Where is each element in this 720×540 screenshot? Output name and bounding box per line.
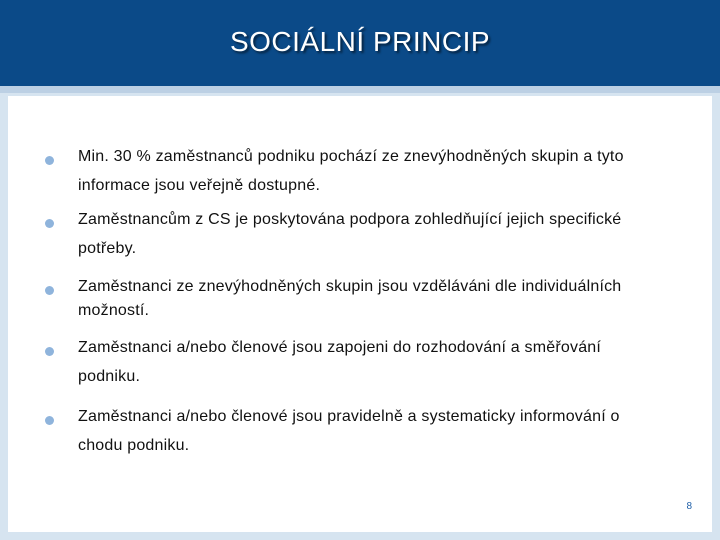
bullet-dot-icon (45, 416, 54, 425)
header-divider (0, 86, 720, 93)
bullet-line-1: Zaměstnanci a/nebo členové jsou pravidelně a systematicky informování o (78, 408, 620, 425)
bullet-dot-icon (45, 286, 54, 295)
bullet-line-2: možností. (78, 302, 150, 319)
bullet-dot-icon (45, 156, 54, 165)
slide-title: SOCIÁLNÍ PRINCIP (229, 26, 491, 57)
bullet-line-2: potřeby. (78, 240, 137, 257)
bullet-dot-icon (45, 347, 54, 356)
bullet-line-2: informace jsou veřejně dostupné. (78, 177, 321, 194)
slide-content (8, 96, 712, 532)
bullet-dot-icon (45, 219, 54, 228)
bullet-line-1: Min. 30 % zaměstnanců podniku pochází ze znevýhodněných skupin a tyto (78, 148, 624, 165)
bullet-line-2: chodu podniku. (78, 437, 190, 454)
bullet-line-1: Zaměstnanci ze znevýhodněných skupin jsou vzděláváni dle individuálních (78, 278, 622, 295)
page-number: 8 (686, 501, 692, 512)
slide-header (0, 0, 720, 86)
bullet-line-1: Zaměstnancům z CS je poskytována podpora zohledňující jejich specifické (78, 211, 622, 228)
bullet-line-1: Zaměstnanci a/nebo členové jsou zapojeni do rozhodování a směřování (78, 339, 602, 356)
bullet-line-2: podniku. (78, 368, 141, 385)
